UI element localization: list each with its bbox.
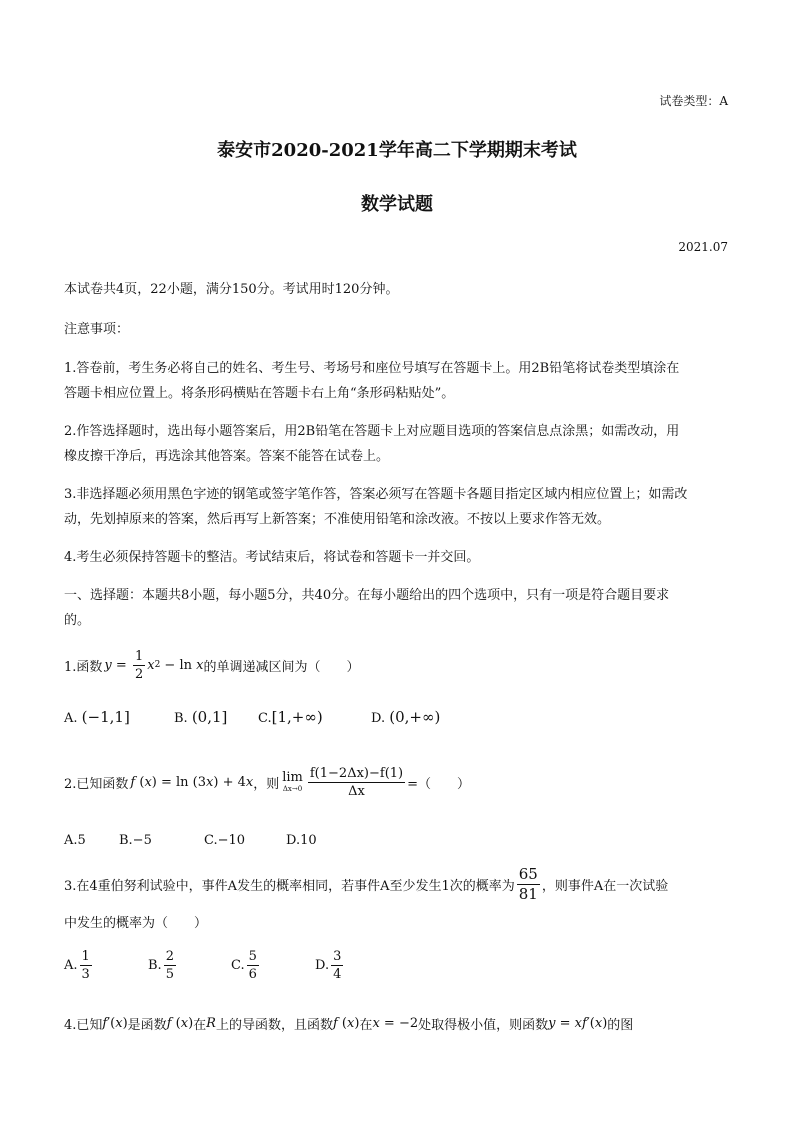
- notice-2-line-2: 橡皮擦干净后，再选涂其他答案。答案不能答在试卷上。: [64, 449, 390, 464]
- exam-title: 泰安市2020-2021学年高二下学期期末考试: [217, 140, 577, 161]
- notice-1-line-2: 答题卡相应位置上。将条形码横贴在答题卡右上角“条形码粘贴处”。: [64, 386, 455, 401]
- notice-2-line-1: 2.作答选择题时，选出每小题答案后，用2B铅笔在答题卡上对应题目选项的答案信息点涂黑；如需改动，用: [64, 424, 680, 439]
- notice-4-line-1: 4.考生必须保持答题卡的整洁。考试结束后，将试卷和答题卡一并交回。: [64, 550, 480, 565]
- exam-date: 2021.07: [678, 240, 728, 254]
- question-1: 1.函数 y = $\frac{1}{2}$ x 2 − ln x 的单调递减区间为（ ）: [64, 648, 360, 682]
- q2-frac-den: Δx: [348, 783, 365, 799]
- q1-option-b[interactable]: B. (0,1]: [174, 708, 228, 726]
- q1-fraction: [133, 650, 145, 681]
- question-3-line-1: [64, 864, 668, 904]
- question-2: 2.已知函数 f (x) = ln (3x) + 4x ，则 lim Δx→0 $\frac{f(1-2\Delta x)-f(1)}{\Delta x}$ =（ ）: [64, 765, 471, 799]
- question-4-line-1: 4.已知 f′(x) 是函数 f (x) 在 R 上的导函数，且函数 f (x) 在 x = −2 处取得极小值，则函数 y = xf′(x) 的图: [64, 1015, 634, 1033]
- q2-suffix: =（ ）: [407, 776, 471, 792]
- section-1-line-2: 的。: [64, 613, 91, 628]
- notice-1-line-1: 1.答卷前，考生务必将自己的姓名、考生号、考场号和座位号填写在答题卡上。用2B铅笔将试卷类型填涂在: [64, 361, 680, 376]
- notice-3-line-2: 动，先划掉原来的答案，然后再写上新答案；不准使用铅笔和涂改液。不按以上要求作答无效。: [64, 512, 611, 527]
- section-1-line-1: 一、选择题：本题共8小题，每小题5分，共40分。在每小题给出的四个选项中，只有一项是符合题目要求: [64, 588, 670, 603]
- question-3-line-2: 中发生的概率为（ ）: [64, 916, 208, 931]
- q3-options: [64, 944, 424, 986]
- q2-fraction: [308, 767, 405, 798]
- q1-option-a[interactable]: A. (−1,1]: [64, 708, 130, 726]
- q2-prefix: 2.已知函数: [64, 776, 129, 792]
- notice-heading: 注意事项：: [64, 322, 130, 337]
- q1-suffix: 的单调递减区间为（ ）: [203, 659, 360, 675]
- q3-option-b[interactable]: B. $\frac{2}{5}$: [148, 948, 174, 982]
- q1-frac-num: 1: [134, 648, 144, 664]
- paper-type-label: 试卷类型：A: [659, 94, 728, 108]
- q3-frac-den: 81: [518, 884, 538, 903]
- q3-option-c[interactable]: C. $\frac{5}{6}$: [231, 948, 257, 982]
- q3-fraction: [517, 864, 540, 903]
- q1-option-c[interactable]: C.[1,+∞): [258, 708, 323, 726]
- q2-limit: lim Δx→0: [282, 770, 303, 793]
- q1-frac-den: 2: [134, 666, 144, 682]
- intro-text: 本试卷共4页，22小题，满分150分。考试用时120分钟。: [64, 282, 399, 297]
- q3-option-a[interactable]: A. $\frac{1}{3}$: [64, 948, 90, 982]
- notice-3-line-1: 3.非选择题必须用黑色字迹的钢笔或签字笔作答，答案必须写在答题卡各题目指定区域内相应位置上；如需改: [64, 487, 688, 502]
- q2-option-c[interactable]: C.−10: [204, 833, 246, 848]
- q1-option-d[interactable]: D. (0,+∞): [371, 708, 441, 726]
- q3-suffix: ，则事件A在一次试验: [541, 878, 669, 894]
- q1-prefix: 1.函数: [64, 659, 103, 675]
- q3-prefix: 3.在4重伯努利试验中，事件A发生的概率相同，若事件A至少发生1次的概率为: [64, 878, 515, 894]
- q2-option-a[interactable]: A.5: [64, 833, 86, 848]
- q3-option-d[interactable]: D. $\frac{3}{4}$: [315, 948, 342, 982]
- q2-frac-num: f(1−2Δx)−f(1): [309, 765, 404, 781]
- q2-option-d[interactable]: D.10: [286, 833, 317, 848]
- q2-option-b[interactable]: B.−5: [119, 833, 152, 848]
- q3-frac-num: 65: [518, 864, 538, 883]
- exam-subtitle: 数学试题: [361, 194, 433, 215]
- q2-mid: ，则: [253, 776, 280, 792]
